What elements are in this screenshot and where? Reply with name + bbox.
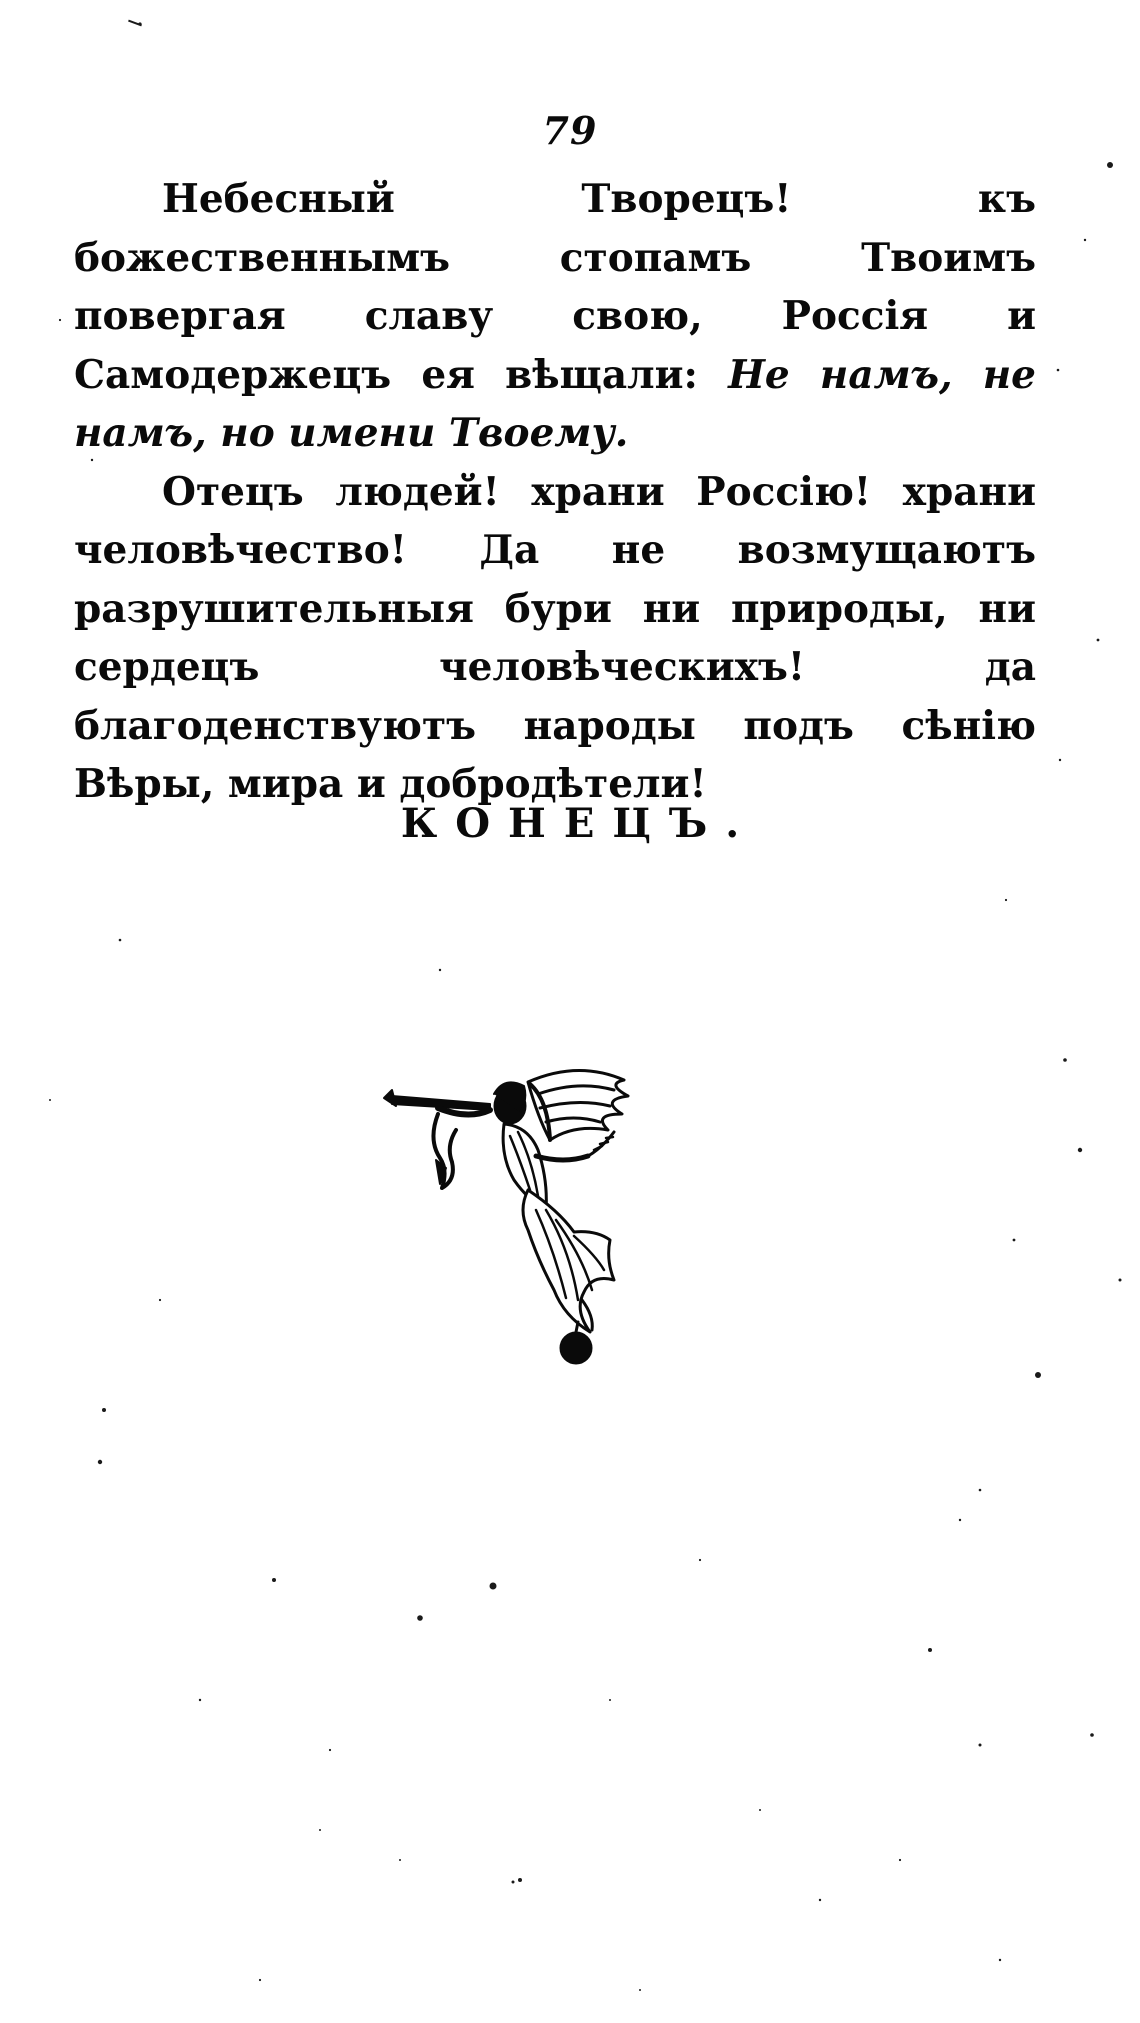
paragraph-prayer-quote: Не намъ, не намъ, но имени Твоему. (74, 351, 1036, 456)
ending-title: КОНЕЦЪ. (400, 800, 758, 847)
paragraph-prayer (74, 170, 1036, 463)
body-text (74, 170, 1036, 814)
paragraph-prayer-text: Небесный Творецъ! къ божественнымъ стопамъ Твоимъ повергая славу свою, Россія и Самодержецъ ея вѣщали: (74, 176, 1036, 398)
page-number: 79 (542, 108, 598, 153)
paragraph-blessing: Отецъ людей! храни Россію! храни человѣчество! Да не возмущаютъ разрушительныя бури ни природы, ни сердецъ человѣческихъ! да благоденствуютъ народы подъ сѣнію Вѣры, мира и добродѣтели! (74, 468, 1036, 807)
angel-with-trumpet-icon (378, 1060, 738, 1400)
